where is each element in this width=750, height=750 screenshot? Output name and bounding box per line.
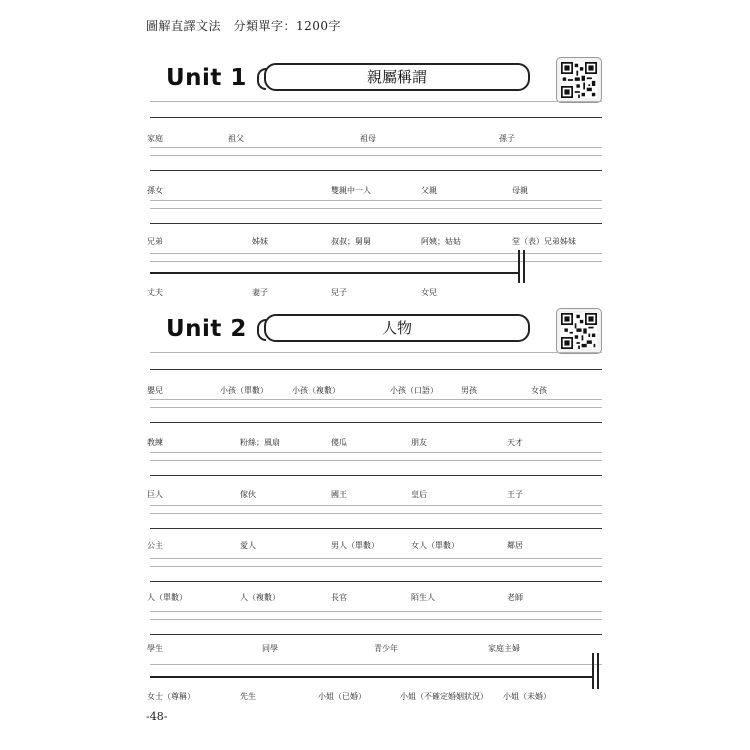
rule-line [150,528,602,529]
rule-line [150,155,602,156]
vocab-word: 祖父 [228,134,244,143]
unit-1-header [146,61,601,111]
rule-line [150,558,602,559]
vocab-word: 傻瓜 [331,438,347,447]
vocab-word: 堂（表）兄弟姊妹 [512,237,576,246]
rule-line [150,223,602,224]
vocab-word: 叔叔；舅舅 [331,237,371,246]
vocab-word: 傢伙 [240,490,256,499]
vocab-word: 公主 [147,541,163,550]
vocab-word: 男人（單數） [331,541,379,550]
vocab-word: 皇后 [411,490,427,499]
rule-line [150,505,602,506]
rule-line [150,513,602,514]
rule-line [150,475,602,476]
vocab-word: 鄰居 [507,541,523,550]
vocab-word: 男孩 [461,386,477,395]
vocab-word: 粉絲；風扇 [240,438,280,447]
vocab-word: 嬰兒 [147,386,163,395]
vocab-word: 小姐（未婚） [503,692,551,701]
vocab-word: 祖母 [360,134,376,143]
vocab-word: 雙親中一人 [331,186,371,195]
rule-line [150,208,602,209]
vocab-word: 孫女 [147,186,163,195]
unit-1-topic-box [264,63,530,91]
rule-line [150,460,602,461]
vocab-word: 先生 [240,692,256,701]
rule-line [150,369,602,370]
rule-line [150,253,602,254]
vocab-word: 巨人 [147,490,163,499]
vocab-word: 人（單數） [147,593,187,602]
rule-line [150,619,602,620]
vocab-word: 家庭 [147,134,163,143]
vocab-word: 陌生人 [411,593,435,602]
vocab-word: 女兒 [421,288,437,297]
vocab-word: 父親 [421,186,437,195]
section-end-bar [597,653,599,689]
rule-line [150,566,602,567]
qr-code-icon[interactable] [556,308,602,354]
vocab-word: 兄弟 [147,237,163,246]
unit-2-topic-box [264,314,530,342]
vocab-word: 阿姨；姑姑 [421,237,461,246]
vocab-word: 小孩（複數） [292,386,340,395]
vocab-word: 妻子 [252,288,268,297]
section-end-bar [592,653,594,689]
rule-line [150,452,602,453]
unit-2-topic: 人物 [381,319,412,337]
vocab-word: 學生 [147,644,163,653]
qr-code-graphic [561,62,597,98]
vocab-word: 青少年 [374,644,398,653]
unit-2-header [146,312,601,362]
vocab-word: 姊妹 [252,237,268,246]
vocab-word: 女士（尊稱） [147,692,195,701]
rule-line [150,634,602,635]
vocab-word: 小孩（單數） [220,386,268,395]
rule-line [150,147,602,148]
vocab-word: 同學 [262,644,278,653]
rule-line [150,581,602,582]
rule-line [150,611,602,612]
unit-2-title: Unit 2 [166,316,247,342]
rule-line [150,407,602,408]
rule-line [150,352,602,353]
section-end-bar [518,250,520,283]
unit-1-topic: 親屬稱謂 [366,68,427,86]
rule-line [150,664,602,665]
vocab-word: 王子 [507,490,523,499]
vocab-word: 小姐（不確定婚姻狀況） [400,692,488,701]
vocab-word: 家庭主婦 [488,644,520,653]
vocab-word: 人（複數） [240,593,280,602]
vocab-word: 國王 [331,490,347,499]
rule-line [150,170,602,171]
rule-line [150,261,602,262]
qr-code-icon[interactable] [556,57,602,103]
vocab-word: 女人（單數） [411,541,459,550]
vocab-word: 小孩（口語） [390,386,438,395]
rule-line [150,101,602,102]
qr-code-graphic [561,313,597,349]
vocab-word: 教練 [147,438,163,447]
vocab-word: 兒子 [331,288,347,297]
rule-line [150,399,602,400]
rule-line-end [150,272,520,274]
vocab-word: 長官 [331,593,347,602]
vocab-word: 母親 [512,186,528,195]
page-header: 圖解直譯文法 分類單字：1200字 [146,19,342,33]
rule-line [150,117,602,118]
section-end-bar [523,250,525,283]
vocab-word: 老師 [507,593,523,602]
unit-1-title: Unit 1 [166,65,247,91]
vocab-word: 朋友 [411,438,427,447]
page-number: -48- [146,710,168,723]
vocab-word: 孫子 [499,134,515,143]
rule-line-end [150,676,593,678]
vocab-word: 女孩 [531,386,547,395]
rule-line [150,200,602,201]
vocab-word: 愛人 [240,541,256,550]
rule-line [150,422,602,423]
vocab-word: 小姐（已婚） [318,692,366,701]
vocab-word: 天才 [507,438,523,447]
vocab-word: 丈夫 [147,288,163,297]
